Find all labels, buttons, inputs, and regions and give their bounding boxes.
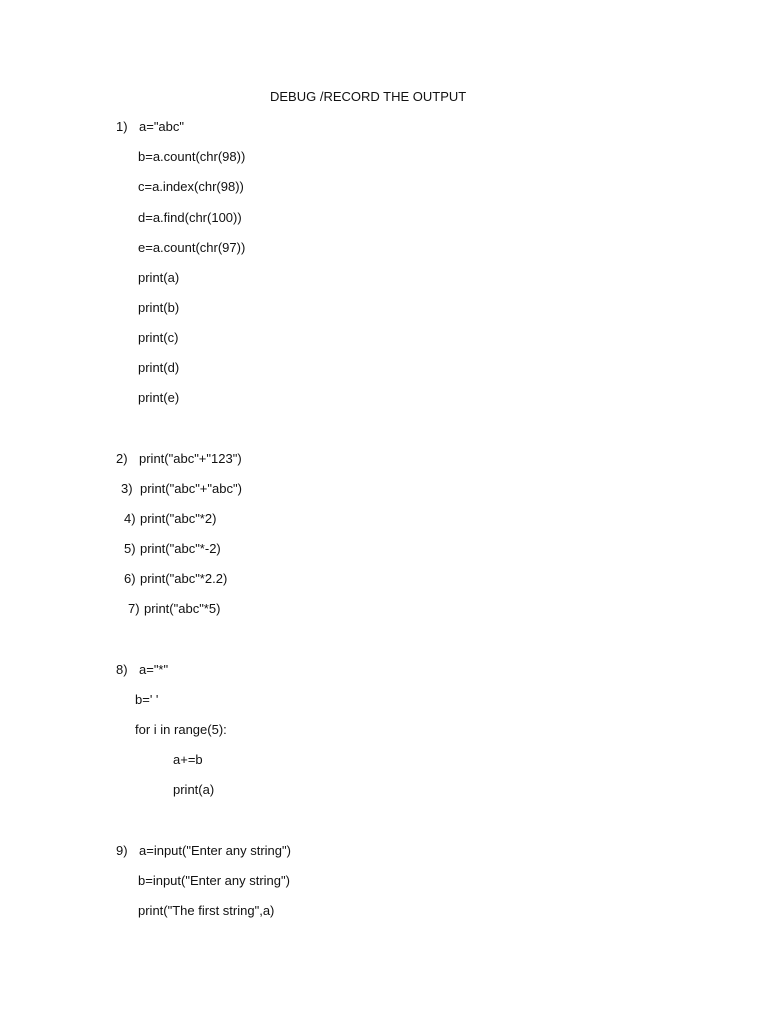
code-line: a+=b [173, 752, 203, 767]
code-line: a="abc" [139, 119, 185, 134]
code-line: print("abc"*2) [140, 511, 217, 526]
code-line: for i in range(5): [135, 722, 227, 737]
code-line: a="*" [139, 662, 169, 677]
question-7-number: 7) [128, 601, 140, 616]
code-line: print(a) [138, 270, 180, 285]
code-line: print("abc"+"123") [139, 451, 242, 466]
question-5-number: 5) [124, 541, 136, 556]
code-line: print("abc"*2.2) [140, 571, 228, 586]
code-line: print(d) [138, 360, 180, 375]
code-line: e=a.count(chr(97)) [138, 240, 246, 255]
code-line: print("abc"*5) [144, 601, 221, 616]
question-9-number: 9) [116, 843, 128, 858]
code-line: print(b) [138, 300, 180, 315]
question-3-number: 3) [121, 481, 133, 496]
question-2-number: 2) [116, 451, 128, 466]
code-line: b=' ' [135, 692, 159, 707]
code-line: print(c) [138, 330, 179, 345]
code-line: print("abc"+"abc") [140, 481, 242, 496]
question-1-number: 1) [116, 119, 128, 134]
code-line: a=input("Enter any string") [139, 843, 291, 858]
code-line: c=a.index(chr(98)) [138, 179, 244, 194]
question-8-number: 8) [116, 662, 128, 677]
code-line: d=a.find(chr(100)) [138, 210, 242, 225]
code-line: print(a) [173, 782, 215, 797]
question-6-number: 6) [124, 571, 136, 586]
question-4-number: 4) [124, 511, 136, 526]
code-line: print(e) [138, 390, 180, 405]
page-title: DEBUG /RECORD THE OUTPUT [270, 89, 467, 104]
code-line: b=a.count(chr(98)) [138, 149, 246, 164]
code-line: b=input("Enter any string") [138, 873, 290, 888]
code-line: print("abc"*-2) [140, 541, 221, 556]
code-line: print("The first string",a) [138, 903, 275, 918]
